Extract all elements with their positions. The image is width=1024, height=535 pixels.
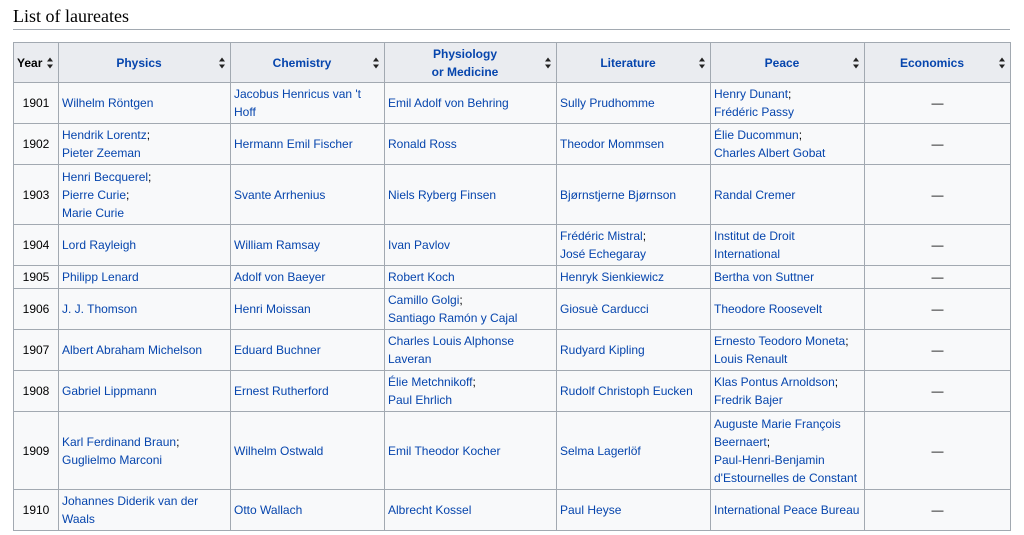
laureate-entry: [560, 341, 707, 359]
economics-cell: —: [865, 371, 1011, 412]
separator: ;: [766, 434, 771, 449]
laureate-link[interactable]: Philipp Lenard: [62, 270, 139, 284]
chemistry-cell: [231, 330, 385, 371]
laureate-link[interactable]: Pieter Zeeman: [62, 146, 141, 160]
laureate-link[interactable]: Gabriel Lippmann: [62, 384, 157, 398]
laureate-entry: [560, 442, 707, 460]
laureate-entry: [62, 451, 227, 469]
economics-cell: —: [865, 124, 1011, 165]
laureate-entry: [388, 332, 553, 368]
laureate-link[interactable]: Paul Ehrlich: [388, 393, 453, 407]
chemistry-cell: [231, 124, 385, 165]
separator: ;: [146, 128, 151, 142]
laureate-entry: [234, 382, 381, 400]
physics-cell: [59, 289, 231, 330]
laureate-link[interactable]: Marie Curie: [62, 205, 125, 220]
separator: ;: [148, 169, 152, 184]
laureate-entry: [714, 300, 861, 318]
laureate-entry: [62, 168, 227, 186]
economics-cell: —: [865, 225, 1011, 266]
year-cell: 1901: [14, 83, 59, 124]
economics-cell: —: [865, 83, 1011, 124]
laureate-entry: [388, 291, 553, 309]
laureate-link[interactable]: Guglielmo Marconi: [62, 452, 163, 467]
separator: ;: [798, 128, 803, 142]
laureate-link[interactable]: Henri Becquerel: [62, 169, 149, 184]
laureate-entry: [234, 442, 381, 460]
laureate-entry: [62, 204, 227, 222]
economics-cell: —: [865, 289, 1011, 330]
laureate-link[interactable]: Henry Dunant: [714, 87, 789, 101]
laureate-link[interactable]: Hendrik Lorentz: [62, 128, 147, 142]
peace-cell: [711, 371, 865, 412]
table-row: [14, 412, 1011, 490]
laureate-entry: [714, 227, 861, 263]
table-body: [14, 83, 1011, 531]
table-row: [14, 83, 1011, 124]
literature-cell: [557, 371, 711, 412]
laureate-entry: [388, 268, 553, 286]
year-cell: 1909: [14, 412, 59, 490]
literature-cell: [557, 412, 711, 490]
column-header-peace[interactable]: [711, 43, 865, 83]
laureate-link[interactable]: Albrecht Kossel: [388, 503, 472, 517]
laureate-entry: [62, 433, 227, 451]
table-row: [14, 330, 1011, 371]
peace-cell: [711, 225, 865, 266]
column-header-link[interactable]: Literature: [600, 55, 656, 70]
table-row: [14, 371, 1011, 412]
laureate-entry: [560, 227, 707, 245]
laureate-link[interactable]: Wilhelm Röntgen: [62, 96, 154, 110]
laureate-entry: [388, 309, 553, 327]
separator: ;: [459, 293, 463, 307]
chemistry-cell: [231, 412, 385, 490]
physics-cell: [59, 266, 231, 289]
laureate-link[interactable]: José Echegaray: [560, 247, 647, 261]
chemistry-cell: [231, 83, 385, 124]
column-header-physics[interactable]: [59, 43, 231, 83]
laureate-link[interactable]: Karl Ferdinand Braun: [62, 434, 177, 449]
physics-cell: [59, 124, 231, 165]
economics-cell: —: [865, 490, 1011, 531]
laureate-link[interactable]: Niels Ryberg Finsen: [388, 187, 497, 202]
laureate-entry: [714, 391, 861, 409]
laureate-entry: [62, 94, 227, 112]
laureate-link[interactable]: Eduard Buchner: [234, 343, 321, 357]
laureate-link[interactable]: Rudyard Kipling: [560, 343, 645, 357]
laureate-entry: [714, 126, 861, 144]
laureate-entry: [714, 85, 861, 103]
laureate-link[interactable]: Bjørnstjerne Bjørnson: [560, 187, 677, 202]
column-header-literature[interactable]: [557, 43, 711, 83]
sort-icon[interactable]: [373, 57, 379, 68]
laureate-entry: [714, 268, 861, 286]
laureate-entry: [388, 135, 553, 153]
laureate-entry: [234, 85, 381, 121]
laureate-entry: [560, 186, 707, 204]
laureate-entry: [234, 341, 381, 359]
medicine-cell: [385, 371, 557, 412]
laureate-entry: [234, 236, 381, 254]
separator: ;: [126, 187, 130, 202]
medicine-cell: [385, 83, 557, 124]
column-header-link[interactable]: Chemistry: [272, 55, 332, 70]
laureate-entry: [62, 341, 227, 359]
separator: ;: [834, 375, 839, 389]
laureate-entry: [62, 300, 227, 318]
laureate-link[interactable]: Élie Ducommun: [714, 128, 799, 142]
laureate-entry: [714, 186, 861, 204]
economics-cell: —: [865, 266, 1011, 289]
column-header-year[interactable]: [14, 43, 59, 83]
laureate-link[interactable]: Charles Albert Gobat: [714, 146, 826, 160]
table-row: [14, 165, 1011, 225]
laureate-link[interactable]: Henri Moissan: [234, 302, 311, 316]
laureate-entry: [62, 126, 227, 144]
laureate-entry: [714, 103, 861, 121]
peace-cell: [711, 412, 865, 490]
laureate-entry: [234, 501, 381, 519]
literature-cell: [557, 165, 711, 225]
physics-cell: [59, 412, 231, 490]
laureate-entry: [388, 501, 553, 519]
sort-icon[interactable]: [699, 57, 705, 68]
laureate-entry: [62, 382, 227, 400]
sort-icon[interactable]: [545, 57, 551, 68]
laureate-link[interactable]: Jacobus Henricus van 't Hoff: [234, 87, 362, 119]
laureate-entry: [560, 382, 707, 400]
laureate-entry: [714, 451, 861, 487]
year-cell: 1907: [14, 330, 59, 371]
literature-cell: [557, 124, 711, 165]
medicine-cell: [385, 266, 557, 289]
laureate-link[interactable]: Emil Adolf von Behring: [388, 96, 509, 110]
medicine-cell: [385, 412, 557, 490]
physics-cell: [59, 225, 231, 266]
laureate-link[interactable]: Otto Wallach: [234, 503, 303, 517]
literature-cell: [557, 330, 711, 371]
laureate-link[interactable]: International Peace Bureau: [714, 503, 860, 517]
physics-cell: [59, 165, 231, 225]
laureate-link[interactable]: Emil Theodor Kocher: [388, 443, 501, 458]
laureate-entry: [560, 268, 707, 286]
year-cell: 1902: [14, 124, 59, 165]
laureate-link[interactable]: Ronald Ross: [388, 137, 457, 151]
column-header-link[interactable]: Peace: [764, 55, 800, 70]
laureate-entry: [388, 94, 553, 112]
year-cell: 1908: [14, 371, 59, 412]
year-cell: 1905: [14, 266, 59, 289]
chemistry-cell: [231, 266, 385, 289]
table-row: [14, 289, 1011, 330]
peace-cell: [711, 124, 865, 165]
sort-icon[interactable]: [219, 57, 225, 68]
laureate-entry: [234, 300, 381, 318]
sort-icon[interactable]: [47, 57, 53, 68]
laureate-link[interactable]: Fredrik Bajer: [714, 393, 783, 407]
laureate-link[interactable]: Santiago Ramón y Cajal: [388, 311, 518, 325]
laureate-entry: [62, 268, 227, 286]
chemistry-cell: [231, 225, 385, 266]
laureate-link[interactable]: Wilhelm Ostwald: [234, 443, 324, 458]
chemistry-cell: [231, 371, 385, 412]
laureate-link[interactable]: Charles Louis Alphonse Laveran: [388, 334, 515, 366]
laureate-entry: [714, 332, 861, 350]
economics-cell: —: [865, 412, 1011, 490]
laureate-entry: [388, 391, 553, 409]
column-header-chemistry[interactable]: [231, 43, 385, 83]
laureate-link[interactable]: Frédéric Passy: [714, 105, 795, 119]
laureate-entry: [714, 144, 861, 162]
column-header-label: Year: [17, 55, 43, 70]
laureate-link[interactable]: Élie Metchnikoff: [388, 375, 473, 389]
medicine-cell: [385, 225, 557, 266]
laureate-link[interactable]: Theodor Mommsen: [560, 137, 665, 151]
laureate-link[interactable]: William Ramsay: [234, 238, 321, 252]
laureate-entry: [388, 186, 553, 204]
literature-cell: [557, 289, 711, 330]
laureate-entry: [62, 186, 227, 204]
laureate-link[interactable]: Ivan Pavlov: [388, 238, 451, 252]
laureate-entry: [560, 94, 707, 112]
laureate-entry: [62, 144, 227, 162]
physics-cell: [59, 371, 231, 412]
laureate-link[interactable]: Lord Rayleigh: [62, 238, 137, 252]
separator: ;: [176, 434, 180, 449]
table-header-row: [14, 43, 1011, 83]
laureate-link[interactable]: Institut de Droit International: [714, 229, 795, 261]
laureate-link[interactable]: Randal Cremer: [714, 187, 796, 202]
laureate-link[interactable]: Camillo Golgi: [388, 293, 460, 307]
laureate-link[interactable]: Hermann Emil Fischer: [234, 137, 353, 151]
sort-icon[interactable]: [853, 57, 859, 68]
peace-cell: [711, 330, 865, 371]
laureate-link[interactable]: Auguste Marie François Beernaert: [714, 416, 841, 449]
table-row: [14, 225, 1011, 266]
laureate-entry: [560, 501, 707, 519]
laureate-entry: [714, 373, 861, 391]
year-cell: 1910: [14, 490, 59, 531]
laureate-link[interactable]: Henryk Sienkiewicz: [560, 270, 665, 284]
laureate-link[interactable]: Sully Prudhomme: [560, 96, 655, 110]
separator: ;: [845, 334, 849, 348]
physics-cell: [59, 330, 231, 371]
column-header-medicine[interactable]: [385, 43, 557, 83]
economics-cell: —: [865, 165, 1011, 225]
laureate-entry: [560, 245, 707, 263]
physics-cell: [59, 490, 231, 531]
table-row: [14, 124, 1011, 165]
table-row: [14, 490, 1011, 531]
laureate-entry: [388, 373, 553, 391]
peace-cell: [711, 266, 865, 289]
laureate-link[interactable]: Giosuè Carducci: [560, 302, 649, 316]
sort-icon[interactable]: [999, 57, 1005, 68]
column-header-link[interactable]: or Medicine: [431, 64, 499, 79]
laureate-link[interactable]: Paul Heyse: [560, 503, 622, 517]
peace-cell: [711, 83, 865, 124]
table-row: [14, 266, 1011, 289]
peace-cell: [711, 490, 865, 531]
literature-cell: [557, 490, 711, 531]
medicine-cell: [385, 330, 557, 371]
laureate-link[interactable]: Pierre Curie: [62, 187, 127, 202]
literature-cell: [557, 225, 711, 266]
column-header-link[interactable]: Economics: [899, 55, 965, 70]
year-cell: 1906: [14, 289, 59, 330]
literature-cell: [557, 266, 711, 289]
separator: ;: [472, 375, 476, 389]
separator: ;: [788, 87, 792, 101]
laureate-link[interactable]: Adolf von Baeyer: [234, 270, 326, 284]
chemistry-cell: [231, 289, 385, 330]
laureate-link[interactable]: Ernest Rutherford: [234, 384, 329, 398]
laureate-link[interactable]: Paul-Henri-Benjamin d'Estournelles de Constant: [714, 452, 858, 485]
laureate-link[interactable]: Selma Lagerlöf: [560, 443, 641, 458]
year-cell: 1903: [14, 165, 59, 225]
laureate-link[interactable]: J. J. Thomson: [62, 302, 138, 316]
page-title: List of laureates: [13, 6, 1010, 30]
year-cell: 1904: [14, 225, 59, 266]
laureate-entry: [714, 350, 861, 368]
medicine-cell: [385, 165, 557, 225]
column-header-link[interactable]: Physiology: [432, 46, 497, 61]
laureates-table: [13, 42, 1011, 531]
laureate-link[interactable]: Bertha von Suttner: [714, 270, 815, 284]
laureate-link[interactable]: Klas Pontus Arnoldson: [714, 375, 835, 389]
laureate-link[interactable]: Louis Renault: [714, 352, 788, 366]
medicine-cell: [385, 289, 557, 330]
laureate-entry: [234, 135, 381, 153]
physics-cell: [59, 83, 231, 124]
economics-cell: —: [865, 330, 1011, 371]
medicine-cell: [385, 490, 557, 531]
medicine-cell: [385, 124, 557, 165]
laureate-link[interactable]: Theodore Roosevelt: [714, 302, 823, 316]
laureate-entry: [714, 415, 861, 451]
separator: ;: [642, 229, 647, 243]
laureate-entry: [62, 236, 227, 254]
column-header-link[interactable]: Physics: [116, 55, 162, 70]
chemistry-cell: [231, 165, 385, 225]
laureate-entry: [714, 501, 861, 519]
laureate-link[interactable]: Johannes Diderik van der Waals: [62, 494, 199, 526]
laureate-link[interactable]: Frédéric Mistral: [560, 229, 643, 243]
laureate-entry: [388, 442, 553, 460]
column-header-economics[interactable]: [865, 43, 1011, 83]
laureate-entry: [234, 268, 381, 286]
laureate-link[interactable]: Svante Arrhenius: [234, 187, 326, 202]
laureate-entry: [388, 236, 553, 254]
laureate-entry: [62, 492, 227, 528]
chemistry-cell: [231, 490, 385, 531]
laureate-entry: [560, 135, 707, 153]
peace-cell: [711, 165, 865, 225]
laureate-entry: [560, 300, 707, 318]
laureate-link[interactable]: Ernesto Teodoro Moneta: [714, 334, 846, 348]
laureate-link[interactable]: Rudolf Christoph Eucken: [560, 384, 693, 398]
literature-cell: [557, 83, 711, 124]
laureate-link[interactable]: Albert Abraham Michelson: [62, 343, 203, 357]
peace-cell: [711, 289, 865, 330]
laureate-link[interactable]: Robert Koch: [388, 270, 455, 284]
laureate-entry: [234, 186, 381, 204]
